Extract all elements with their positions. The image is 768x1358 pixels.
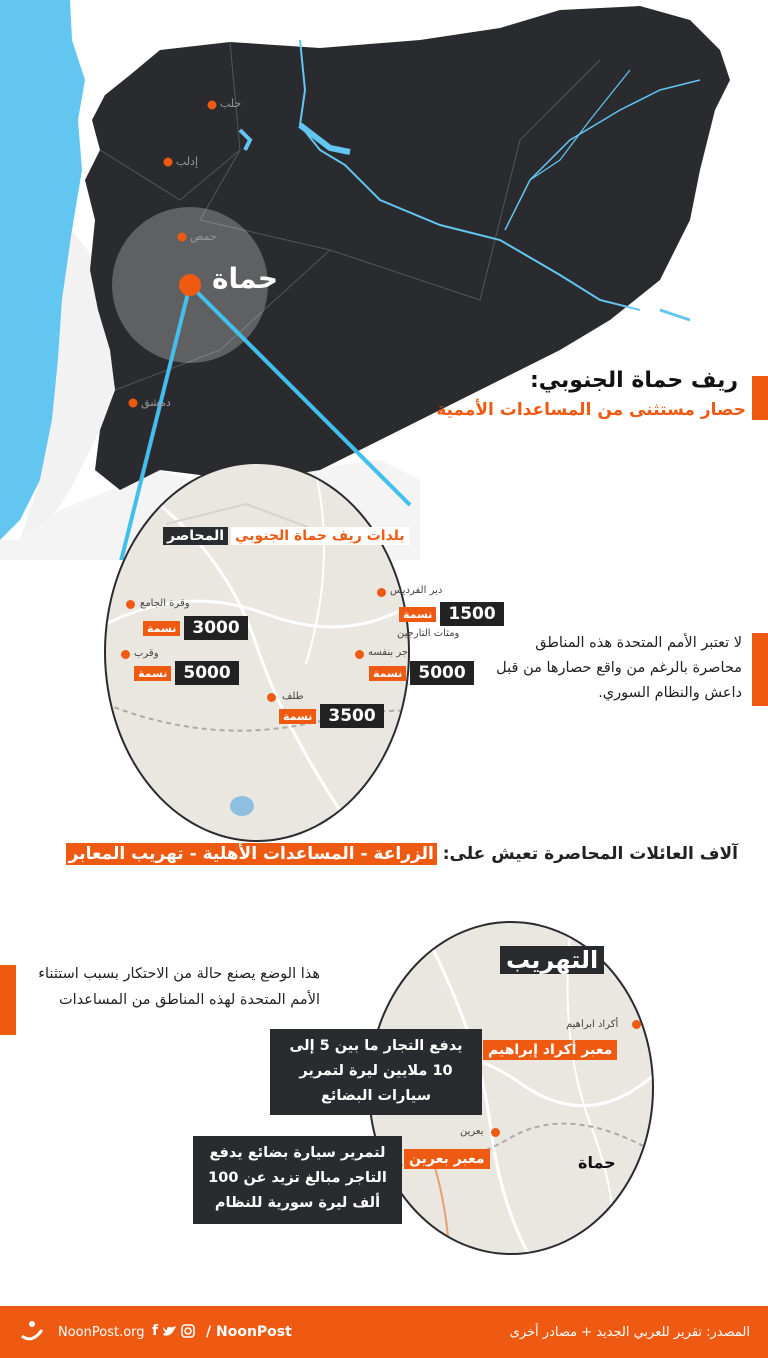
place-label-baarin: بعرين bbox=[460, 1126, 484, 1137]
page-title: ريف حماة الجنوبي: bbox=[529, 368, 738, 393]
page-subtitle: حصار مستثنى من المساعدات الأممية bbox=[436, 400, 746, 420]
monopoly-note: هذا الوضع يصنع حالة من الاحتكار بسبب استثناء الأمم المتحدة لهذه المناطق من المساعدات bbox=[38, 966, 320, 1008]
town-dot bbox=[267, 693, 276, 702]
smuggling-title: التهريب bbox=[500, 946, 604, 974]
social-icons bbox=[152, 1323, 195, 1339]
population-unit: نسمة bbox=[399, 607, 436, 622]
livelihood-line bbox=[66, 844, 738, 864]
crossing-akrad-info: يدفع التجار ما بين 5 إلى 10 ملايين ليرة لتمرير سيارات البضائع bbox=[270, 1029, 482, 1115]
syria-map bbox=[0, 0, 768, 560]
crossing-akrad-label: معبر أكراد إبراهيم bbox=[483, 1040, 617, 1060]
noonpost-logo bbox=[14, 1316, 50, 1344]
place-label-akrad: أكراد ابراهيم bbox=[566, 1019, 619, 1030]
population-unit: نسمة bbox=[143, 621, 180, 636]
population-group bbox=[399, 602, 504, 626]
footer bbox=[0, 1306, 768, 1358]
facebook-icon[interactable]: f bbox=[152, 1323, 159, 1339]
population-value: 3500 bbox=[320, 704, 383, 728]
livelihood-prefix: آلاف العائلات المحاصرة تعيش على: bbox=[442, 844, 738, 864]
town-label: جر بنفسه bbox=[368, 647, 409, 658]
footer-handle[interactable]: / NoonPost bbox=[206, 1324, 292, 1340]
smuggling-city-label: حماة bbox=[578, 1153, 616, 1172]
hama-dot bbox=[179, 274, 201, 296]
population-group bbox=[369, 661, 474, 685]
footer-site[interactable]: NoonPost.org bbox=[58, 1325, 145, 1340]
place-dot bbox=[491, 1128, 500, 1137]
footer-source: المصدر: تقرير للعربي الجديد + مصادر أخرى bbox=[509, 1325, 750, 1340]
population-value: 5000 bbox=[410, 661, 473, 685]
inset-header bbox=[163, 527, 409, 545]
left-note-accent-bar bbox=[0, 965, 16, 1035]
instagram-icon[interactable] bbox=[181, 1324, 195, 1338]
inset-header-besieged: المحاصر bbox=[163, 527, 228, 545]
city-label-hama: حماة bbox=[212, 262, 278, 295]
town-label: دير الفرديس bbox=[390, 585, 443, 596]
city-label-idlib: إدلب bbox=[176, 155, 199, 168]
population-group bbox=[279, 704, 384, 728]
population-value: 1500 bbox=[440, 602, 503, 626]
crossing-baarin-label: معبر بعرين bbox=[404, 1149, 490, 1169]
place-dot bbox=[632, 1020, 641, 1029]
extra-town-label: ومثات التارجين bbox=[397, 628, 460, 639]
note-accent-bar bbox=[752, 633, 768, 706]
logo-mark-icon bbox=[14, 1316, 50, 1344]
population-group bbox=[143, 616, 248, 640]
un-note: لا تعتبر الأمم المتحدة هذه المناطق محاصرة بالرغم من واقع حصارها من قبل داعش والنظام السوري. bbox=[496, 635, 742, 701]
town-label: وقرة الجامع bbox=[140, 598, 190, 609]
inset-header-region: بلدات ريف حماة الجنوبي bbox=[231, 527, 409, 545]
population-value: 5000 bbox=[175, 661, 238, 685]
town-label: طلف bbox=[282, 691, 304, 702]
city-label-homs: حمص bbox=[190, 230, 217, 243]
population-group bbox=[134, 661, 239, 685]
city-label-damascus: دمشق bbox=[141, 396, 171, 409]
population-unit: نسمة bbox=[134, 666, 171, 681]
town-dot bbox=[377, 588, 386, 597]
town-dot bbox=[355, 650, 364, 659]
city-label-aleppo: حلب bbox=[220, 97, 242, 110]
population-value: 3000 bbox=[184, 616, 247, 640]
town-label: وقرب bbox=[134, 648, 159, 659]
twitter-icon[interactable] bbox=[162, 1325, 177, 1338]
crossing-baarin-info: لتمرير سيارة بضائع يدفع التاجر مبالغ تزيد عن 100 ألف ليرة سورية للنظام bbox=[193, 1136, 402, 1224]
town-dot bbox=[121, 650, 130, 659]
town-dot bbox=[126, 600, 135, 609]
population-unit: نسمة bbox=[279, 709, 316, 724]
title-accent-bar bbox=[752, 376, 768, 420]
livelihood-highlight: الزراعة - المساعدات الأهلية - تهريب المعابر bbox=[66, 843, 437, 865]
population-unit: نسمة bbox=[369, 666, 406, 681]
